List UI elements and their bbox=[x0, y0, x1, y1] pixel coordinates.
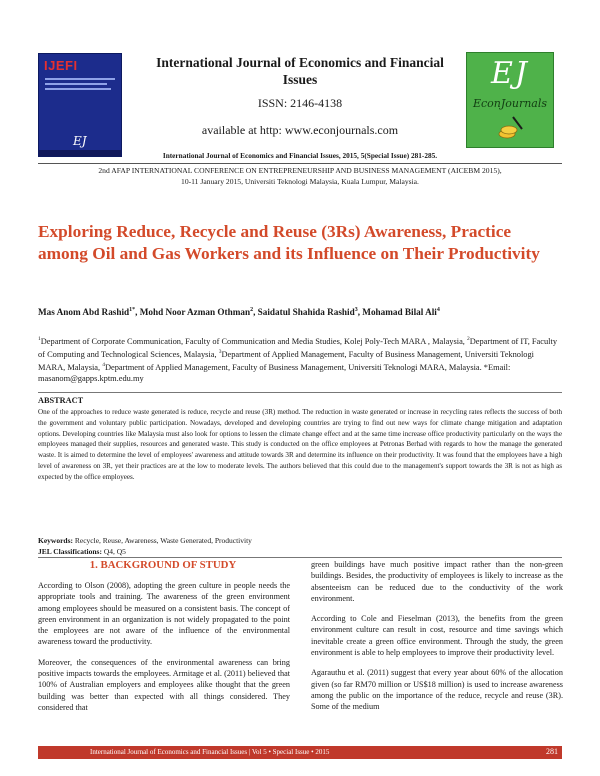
affiliation-mark: 3 bbox=[218, 349, 222, 355]
keywords-rule bbox=[38, 557, 562, 558]
page-footer bbox=[38, 746, 562, 759]
availability-line: available at http: www.econjournals.com bbox=[201, 123, 399, 137]
journal-cover-image bbox=[38, 53, 122, 157]
affiliation-mark: 4 bbox=[102, 362, 105, 368]
jel-value: Q4, Q5 bbox=[101, 546, 126, 556]
cover-title: IJEFI bbox=[44, 58, 78, 73]
cover-ej-mark: EJ bbox=[73, 134, 87, 148]
left-column bbox=[38, 580, 290, 722]
coins-pen-icon bbox=[497, 115, 525, 141]
affiliation-text: Department of IT, Faculty of Computing and Technological Sciences, Malaysia, bbox=[38, 336, 558, 359]
conference-date-line: 10-11 January 2015, Universiti Teknologi Malaysia, Kuala Lumpur, Malaysia. bbox=[181, 176, 419, 186]
author-name: Mohamad Bilal Ali bbox=[362, 307, 437, 318]
journal-title: International Journal of Economics and Financial Issues bbox=[156, 55, 444, 87]
ej-logo-text: EJ bbox=[491, 56, 529, 91]
affiliation-text: Department of Applied Management, Faculty of Business Management, Universiti Teknologi MARA, Malaysia. *Email: masanom@gapps.kptm.edu.my bbox=[38, 362, 511, 383]
footer-journal-text: International Journal of Economics and Financial Issues | Vol 5 • Special Issue • 2015 bbox=[90, 748, 330, 756]
section-heading: 1. BACKGROUND OF STUDY bbox=[89, 559, 237, 571]
econjournals-logo bbox=[466, 52, 554, 148]
author-affiliation-mark: 3 bbox=[354, 307, 358, 313]
cover-strip bbox=[39, 150, 121, 156]
journal-header bbox=[0, 0, 600, 185]
page-number: 281 bbox=[546, 747, 558, 756]
author-affiliation-mark: 2 bbox=[250, 307, 254, 313]
affiliation-text: Department of Applied Management, Faculty of Business Management, Universiti Teknologi MARA, Malaysia, bbox=[38, 349, 534, 372]
conference-info bbox=[40, 166, 560, 187]
keywords-label: Keywords: bbox=[38, 536, 73, 545]
affiliation-text: Department of Corporate Communication, Faculty of Communication and Media Studies, Kolej Poly-Tech MARA , Malaysia, bbox=[40, 336, 467, 346]
article-title: Exploring Reduce, Recycle and Reuse (3Rs) Awareness, Practice among Oil and Gas Workers and its Influence on Their Productivity bbox=[38, 222, 540, 263]
jel-label: JEL Classifications: bbox=[38, 546, 102, 556]
cover-line bbox=[45, 78, 115, 80]
jel-line bbox=[38, 547, 562, 558]
header-rule bbox=[38, 163, 562, 164]
right-column bbox=[311, 559, 563, 722]
conference-line: 2nd AFAP INTERNATIONAL CONFERENCE ON ENTREPRENEURSHIP AND BUSINESS MANAGEMENT (AICEBM 2015), bbox=[98, 166, 502, 175]
body-paragraph: According to Olson (2008), adopting the green culture in people needs the appropriate tools and training. The awareness of the green environment among employees should be measured on a consistent basis. The concept of green environment in an organization is not widely propagated to the point the employees are not aware of the influence of the environmental awareness toward the productivity. bbox=[38, 581, 290, 647]
issn: ISSN: 2146-4138 bbox=[257, 96, 343, 110]
author-affiliation-mark: 1* bbox=[129, 307, 136, 313]
abstract-text: One of the approaches to reduce waste generated is reduce, recycle and reuse (3R) method. The reduction in waste generated or increase in recycling rates reflects the success of both the government and voluntary public participation. Nowadays, developed and developing countries are trying to find out new ways for climate change mitigation and adaptation options. Developing countries like Malaysia must also look for options to lessen the climate change effect and at the same time increase office productivity particularly on the ways the employees managed their supplies, resources and generated waste. This study is conducted on the office employees at Petronas Berhad with regards to how the manage the generated waste. It is aimed to determine the level of employees' awareness and attitude towards 3R and determine its influence on their productivity. It was found that the employees have a high level of awareness on 3R, yet their practices are at the low to moderate levels. The authors believed that this could due to the management's support towards the 3R is not as high as expected by the office employees. bbox=[38, 408, 562, 481]
author-name: Mas Anom Abd Rashid bbox=[38, 307, 130, 318]
citation-line: International Journal of Economics and Financial Issues, 2015, 5(Special Issue) 281-285. bbox=[162, 151, 438, 160]
abstract-heading: ABSTRACT bbox=[38, 396, 84, 405]
abstract-rule bbox=[38, 392, 562, 393]
author-list: Mas Anom Abd Rashid$^{1*}$, Mohd Noor Azman Othman$^2$, Saidatul Shahida Rashid$^3$, Mohamad Bilal Ali$^4$ bbox=[38, 307, 440, 318]
keywords-line bbox=[38, 536, 562, 547]
affiliations bbox=[38, 334, 562, 384]
body-paragraph: Agarauthu et al. (2011) suggest that every year about 60% of the allocation given (so far RM70 million or US$18 million) is used to increase awareness among the public on the importance of the reduce, recycle and reuse (3R). Some of the medium bbox=[311, 668, 563, 712]
keywords-block bbox=[38, 536, 562, 557]
cover-line bbox=[45, 88, 111, 90]
affiliation-mark: 2 bbox=[466, 336, 470, 342]
author-name: Mohd Noor Azman Othman bbox=[139, 307, 251, 318]
cover-line bbox=[45, 83, 107, 85]
author-affiliation-mark: 4 bbox=[436, 307, 440, 313]
keywords-value: Recycle, Reuse, Awareness, Waste Generated, Productivity bbox=[73, 536, 252, 545]
affiliation-mark: 1 bbox=[38, 336, 41, 342]
author-name: Saidatul Shahida Rashid bbox=[257, 307, 355, 318]
body-paragraph: According to Cole and Fieselman (2013), the benefits from the green environment culture can result in cost, resource and time savings which inevitable create a green office environment. Through the study, the green environment is able to help employees to improve their productivity level. bbox=[311, 614, 563, 658]
body-paragraph: green buildings have much positive impact rather than the non-green buildings. Besides, the productivity of employees is likely to increase as the absenteeism can be reduced due to the conductivity of the work environment. bbox=[311, 560, 563, 603]
body-paragraph: Moreover, the consequences of the environmental awareness can bring positive impacts towards the employees. Armitage et al. (2011) believed that 100% of Australian employers and employees alike thought that the green building was better than expected with all things considered. They considered that bbox=[38, 657, 290, 712]
ej-logo-subtitle: EconJournals bbox=[472, 97, 548, 110]
